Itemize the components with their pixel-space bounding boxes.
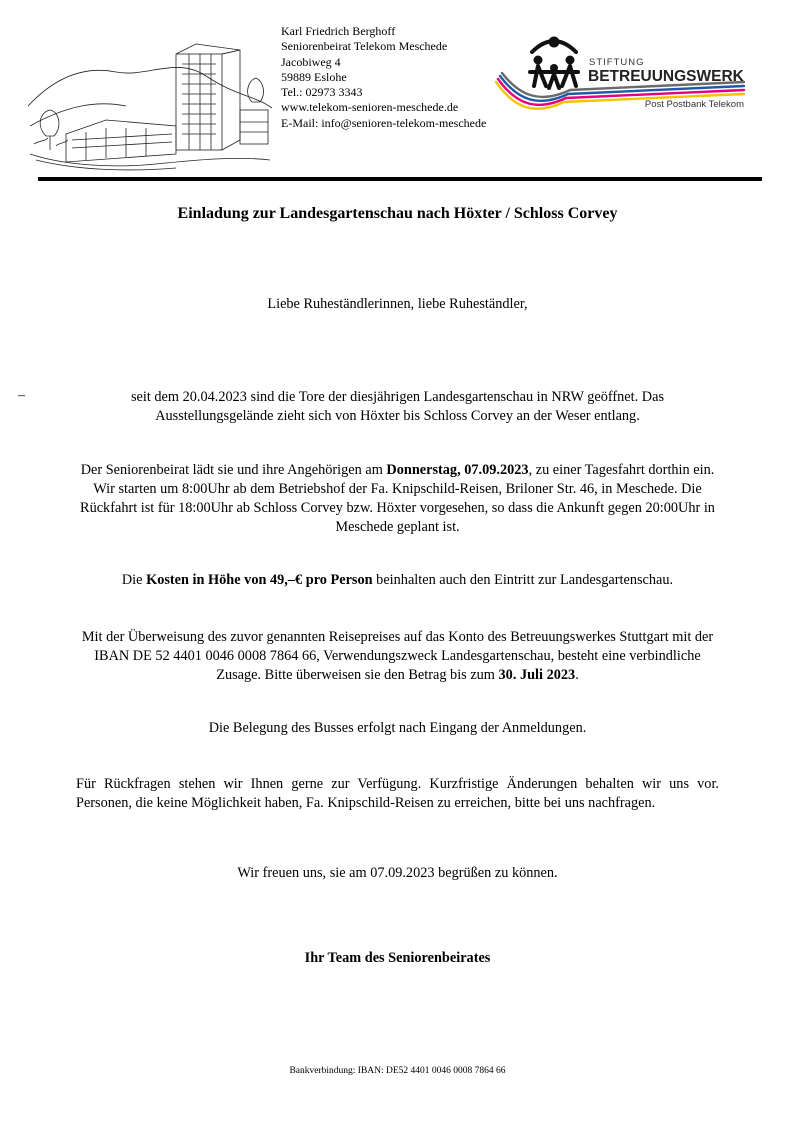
sender-street: Jacobiweg 4 bbox=[281, 54, 341, 69]
footer-bank-details: Bankverbindung: IBAN: DE52 4401 0046 0008 7864 66 bbox=[289, 1066, 506, 1076]
logo-text-betreuungswerk: BETREUUNGSWERK bbox=[588, 68, 744, 85]
paragraph-questions: Für Rückfragen stehen wir Ihnen gerne zur Verfügung. Kurzfristige Änderungen behalten wir uns vor. Personen, die keine Möglichkeit haben, Fa. Knipschild-Reisen zu erreichen, bitte bei uns nachfragen. bbox=[76, 776, 719, 811]
sender-name: Karl Friedrich Berghoff bbox=[281, 24, 396, 38]
trip-details-text: Der Seniorenbeirat lädt sie und ihre Angehörigen am bbox=[80, 462, 387, 478]
paragraph-trip-details bbox=[76, 461, 719, 537]
logo-text-stiftung: STIFTUNG bbox=[589, 57, 645, 68]
payment-text-rest: . bbox=[575, 667, 579, 683]
margin-dash: – bbox=[18, 388, 25, 403]
costs-text: Die bbox=[121, 572, 147, 588]
betreuungswerk-logo bbox=[494, 32, 746, 114]
paragraph-costs bbox=[76, 571, 719, 590]
costs-amount: Kosten in Höhe von 49,–€ pro Person bbox=[146, 572, 373, 588]
building-sketch-image bbox=[26, 36, 274, 172]
trip-date: Donnerstag, 07.09.2023 bbox=[386, 462, 529, 478]
sender-email: E-Mail: info@senioren-telekom-meschede bbox=[281, 115, 487, 130]
sender-organization: Seniorenbeirat Telekom Meschede bbox=[281, 39, 448, 54]
logo-text-post-postbank-telekom: Post Postbank Telekom bbox=[644, 99, 744, 110]
paragraph-payment bbox=[76, 628, 719, 685]
header-divider bbox=[38, 177, 762, 181]
payment-deadline: 30. Juli 2023 bbox=[498, 667, 576, 683]
letter-title: Einladung zur Landesgartenschau nach Höxter / Schloss Corvey bbox=[177, 205, 618, 222]
salutation: Liebe Ruheständlerinnen, liebe Ruheständler, bbox=[267, 296, 528, 312]
sender-city: 59889 Eslohe bbox=[281, 69, 347, 84]
sender-website: www.telekom-senioren-meschede.de bbox=[281, 100, 459, 115]
costs-text-rest: beinhalten auch den Eintritt zur Landesgartenschau. bbox=[372, 572, 674, 588]
sender-address-block bbox=[281, 24, 486, 131]
paragraph-bus-allocation: Die Belegung des Busses erfolgt nach Eingang der Anmeldungen. bbox=[208, 720, 587, 736]
signoff: Ihr Team des Seniorenbeirates bbox=[304, 950, 491, 966]
paragraph-closing: Wir freuen uns, sie am 07.09.2023 begrüßen zu können. bbox=[237, 865, 558, 881]
paragraph-opening: seit dem 20.04.2023 sind die Tore der diesjährigen Landesgartenschau in NRW geöffnet. Das Ausstellungsgelände zieht sich von Höxter bis Schloss Corvey an der Weser entlang. bbox=[130, 389, 665, 424]
payment-text: Mit der Überweisung des zuvor genannten Reisepreises auf das Konto des Betreuungswerkes Stuttgart mit der IBAN DE 52 4401 0046 0008 7864 66, Verwendungszweck Landesgartenschau, besteht eine verbindliche Zusage. Bitte überweisen sie den Betrag bis zum bbox=[81, 629, 714, 683]
sender-phone: Tel.: 02973 3343 bbox=[281, 85, 363, 100]
trip-details-text-rest: , zu einer Tagesfahrt dorthin ein. Wir starten um 8:00Uhr ab dem Betriebshof der Fa. Knipschild-Reisen, Briloner Str. 46, in Meschede. Die Rückfahrt ist für 18:00Uhr ab Schloss Corvey bzw. Höxter vorgesehen, so dass die Ankunft gegen 20:00Uhr in Meschede geplant ist. bbox=[80, 462, 715, 535]
